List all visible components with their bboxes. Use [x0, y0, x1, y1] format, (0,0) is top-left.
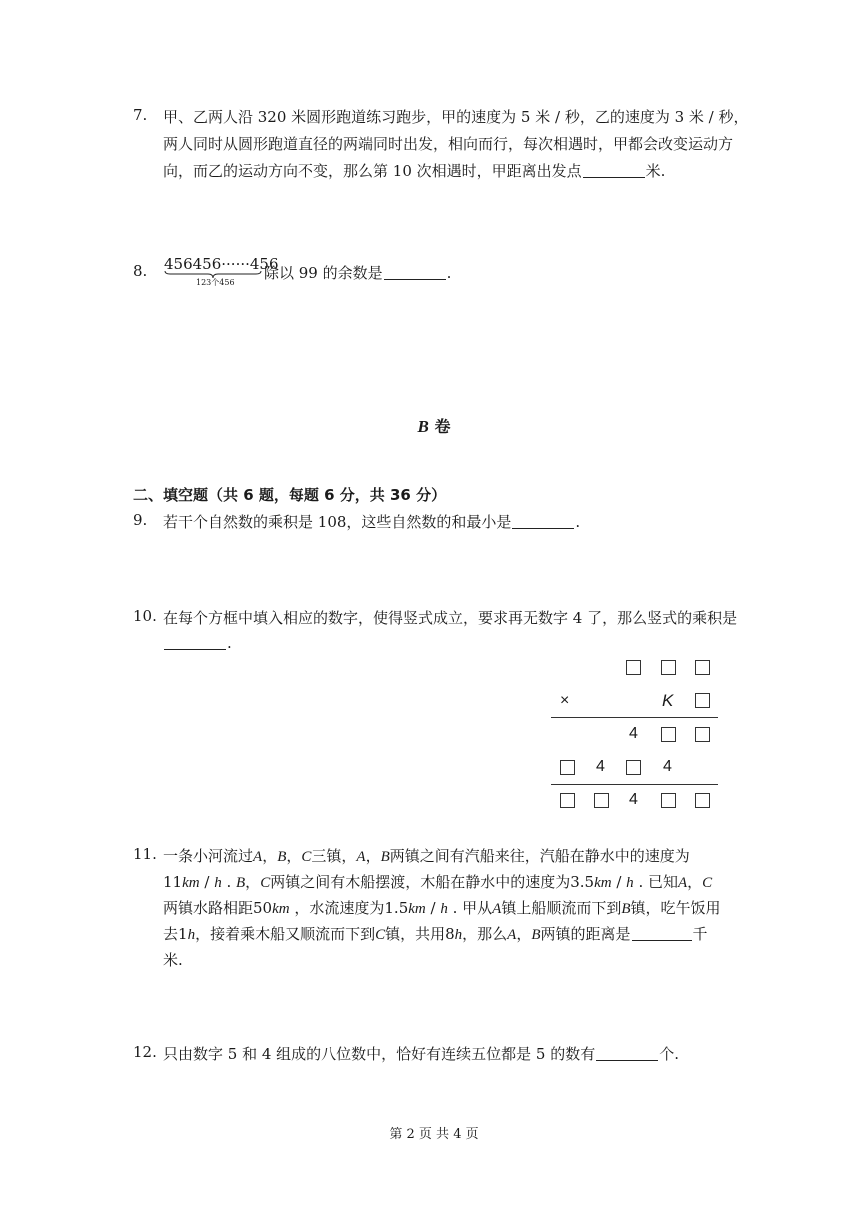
page-footer: 第 2 页 共 4 页: [389, 1127, 479, 1142]
q8-number: 8.: [133, 262, 148, 280]
q9-text-b: .: [575, 513, 581, 531]
digit-four: 4: [663, 758, 672, 775]
digit-box[interactable]: [560, 760, 575, 775]
q7-number: 7.: [133, 106, 148, 124]
q9-number: 9.: [133, 511, 148, 529]
q7-line1: 甲、乙两人沿 320 米圆形跑道练习跑步，甲的速度为 5 米 / 秒，乙的速度为 3 米 / 秒，: [163, 108, 749, 126]
q7-line3-text: 向，而乙的运动方向不变，那么第 10 次相遇时，甲距离出发点: [163, 162, 582, 180]
q12-number: 12.: [133, 1043, 157, 1061]
section-title-rest: 卷: [428, 417, 451, 436]
digit-box[interactable]: [626, 760, 641, 775]
digit-box[interactable]: [661, 727, 676, 742]
section-title-letter: B: [417, 417, 429, 436]
q8-text-a: 除以 99 的余数是: [264, 264, 383, 282]
q12-text-a: 只由数字 5 和 4 组成的八位数中，恰好有连续五位都是 5 的数有: [163, 1045, 596, 1063]
q7-unit: 米.: [645, 162, 666, 180]
digit-box[interactable]: [560, 793, 575, 808]
q10-number: 10.: [133, 607, 157, 625]
answer-blank[interactable]: [384, 278, 446, 280]
digit-box[interactable]: [661, 793, 676, 808]
q11-line5: 米.: [163, 951, 183, 969]
q11-line1: 一条小河流过A，B，C三镇，A，B两镇之间有汽船来往，汽船在静水中的速度为: [163, 847, 690, 865]
section-heading: 二、填空题（共 6 题，每题 6 分，共 36 分）: [133, 486, 447, 504]
divider-line: [551, 717, 718, 718]
multiply-sign: ×: [560, 692, 570, 709]
answer-blank[interactable]: [512, 527, 574, 529]
divider-line: [551, 784, 718, 785]
digit-k: K: [662, 691, 674, 710]
answer-blank[interactable]: [632, 939, 692, 941]
q8-text-b: .: [446, 264, 452, 282]
q10-line1: 在每个方框中填入相应的数字，使得竖式成立，要求再无数字 4 了，那么竖式的乘积是: [163, 609, 738, 627]
digit-four: 4: [629, 725, 638, 742]
q8-repeating-number: 456456······456: [164, 255, 279, 273]
digit-box[interactable]: [661, 660, 676, 675]
q10-period: .: [227, 634, 232, 652]
q11-line3: 两镇水路相距50km ，水流速度为1.5km / h . 甲从A镇上船顺流而下到B镇，吃午饭用: [163, 899, 721, 917]
digit-box[interactable]: [695, 727, 710, 742]
digit-four: 4: [596, 758, 605, 775]
answer-blank[interactable]: [596, 1059, 658, 1061]
q8-text: [264, 262, 451, 283]
digit-box[interactable]: [695, 693, 710, 708]
digit-box[interactable]: [594, 793, 609, 808]
q10-line2: [163, 634, 232, 652]
digit-four: 4: [629, 791, 638, 808]
digit-box[interactable]: [626, 660, 641, 675]
answer-blank[interactable]: [583, 176, 645, 178]
q9-text-a: 若干个自然数的乘积是 108，这些自然数的和最小是: [163, 513, 512, 531]
section-title: [0, 414, 868, 437]
q12-text: [163, 1043, 679, 1064]
q11-line2: 11km / h . B，C两镇之间有木船摆渡，木船在静水中的速度为3.5km / h . 已知A，C: [163, 873, 713, 891]
q11-number: 11.: [133, 845, 157, 863]
digit-box[interactable]: [695, 793, 710, 808]
q9-text: [163, 511, 580, 532]
q7-line2: 两人同时从圆形跑道直径的两端同时出发，相向而行，每次相遇时，甲都会改变运动方: [163, 135, 734, 153]
answer-blank[interactable]: [164, 648, 226, 650]
digit-box[interactable]: [695, 660, 710, 675]
q8-brace-label: 123个456: [196, 278, 235, 287]
q12-text-b: 个.: [659, 1045, 680, 1063]
q7-line3: [163, 160, 665, 181]
q11-line4: 去1h，接着乘木船又顺流而下到C镇，共用8h，那么A，B两镇的距离是 千: [163, 925, 708, 943]
